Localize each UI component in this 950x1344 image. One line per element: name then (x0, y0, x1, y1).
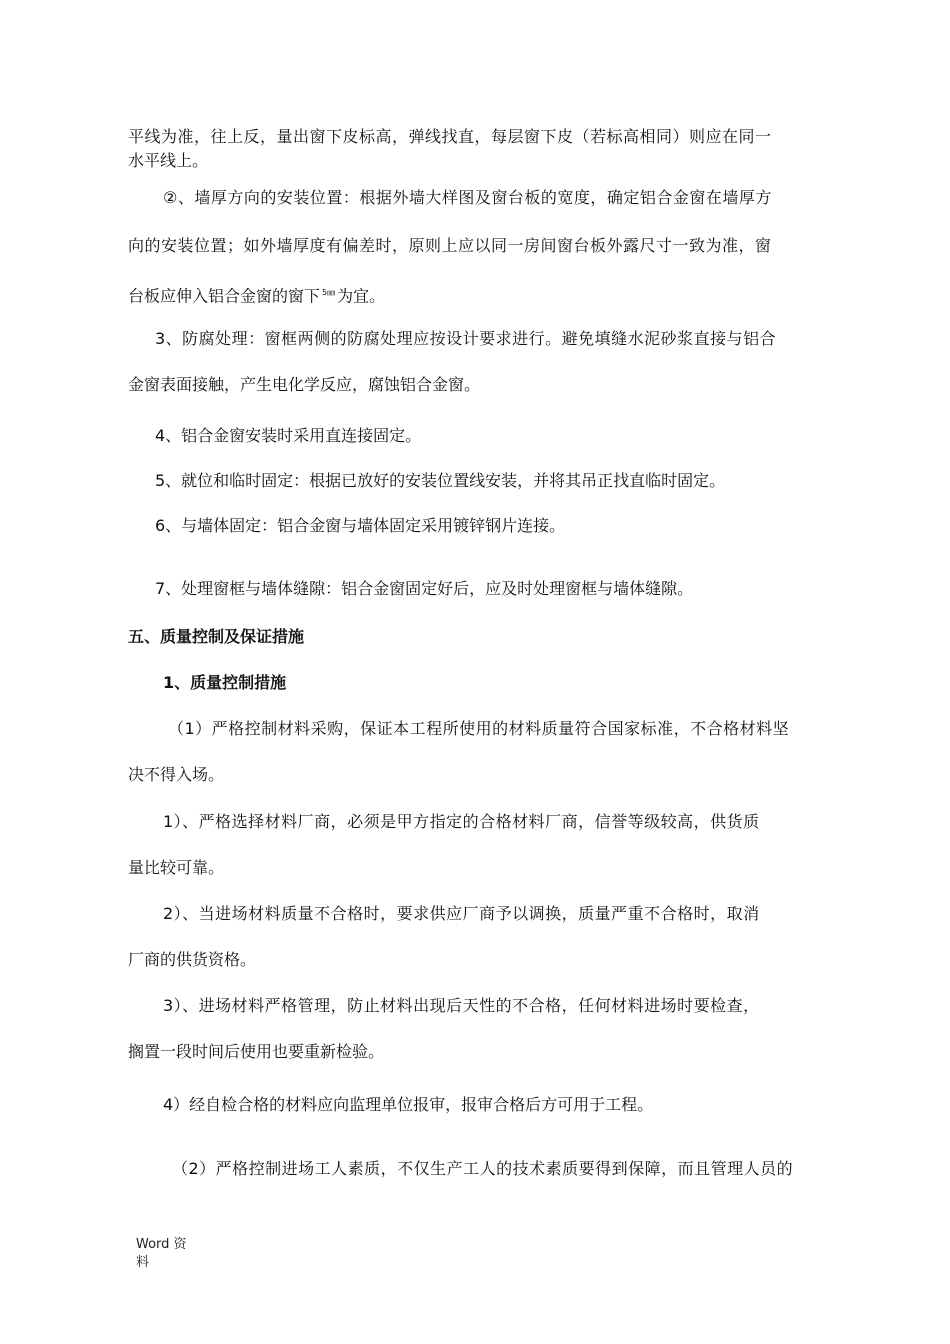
dimension-text: 5㎜ (322, 288, 336, 297)
paragraph-line: 平线为准，往上反，量出窗下皮标高，弹线找直，每层窗下皮（若标高相同）则应在同一 (128, 127, 772, 146)
paragraph-line: 7、处理窗框与墙体缝隙：铝合金窗固定好后，应及时处理窗框与墙体缝隙。 (155, 579, 694, 598)
paragraph-line: 3、防腐处理：窗框两侧的防腐处理应按设计要求进行。避免填缝水泥砂浆直接与铝合 (155, 329, 777, 348)
paragraph-line: 6、与墙体固定：铝合金窗与墙体固定采用镀锌钢片连接。 (155, 516, 566, 535)
section-heading: 五、质量控制及保证措施 (128, 627, 305, 646)
subsection-heading: 1、质量控制措施 (163, 673, 287, 692)
paragraph-line: 量比较可靠。 (128, 858, 225, 877)
paragraph-line: 4）经自检合格的材料应向监理单位报审，报审合格后方可用于工程。 (163, 1095, 654, 1114)
paragraph-line: 2）、当进场材料质量不合格时，要求供应厂商予以调换，质量严重不合格时，取消 (163, 904, 760, 923)
paragraph-text: 为宜。 (337, 286, 386, 306)
paragraph-line: 水平线上。 (128, 151, 209, 170)
paragraph-line: 4、铝合金窗安装时采用直连接固定。 (155, 426, 422, 445)
paragraph-line: 5、就位和临时固定：根据已放好的安装位置线安装，并将其吊正找直临时固定。 (155, 471, 726, 490)
paragraph-text: 台板应伸入铝合金窗的窗下 (128, 286, 321, 306)
paragraph-line: 向的安装位置；如外墙厚度有偏差时，原则上应以同一房间窗台板外露尺寸一致为准，窗 (128, 236, 772, 255)
paragraph-line: 决不得入场。 (128, 765, 225, 784)
paragraph-line: 3）、进场材料严格管理，防止材料出现后天性的不合格，任何材料进场时要检查， (163, 996, 760, 1015)
paragraph-line: 搁置一段时间后使用也要重新检验。 (128, 1042, 385, 1061)
paragraph-line: ②、墙厚方向的安装位置：根据外墙大样图及窗台板的宽度，确定铝合金窗在墙厚方 (163, 188, 772, 207)
paragraph-line: 厂商的供货资格。 (128, 950, 257, 969)
paragraph-line: 1）、严格选择材料厂商，必须是甲方指定的合格材料厂商，信誉等级较高，供货质 (163, 812, 760, 831)
paragraph-line: （1）严格控制材料采购，保证本工程所使用的材料质量符合国家标准，不合格材料坚 (168, 719, 790, 738)
paragraph-line: （2）严格控制进场工人素质，不仅生产工人的技术素质要得到保障，而且管理人员的 (172, 1159, 794, 1178)
paragraph-line: 金窗表面接触，产生电化学反应，腐蚀铝合金窗。 (128, 375, 481, 394)
paragraph-line (128, 283, 385, 306)
page-footer: Word 资料 (136, 1237, 187, 1270)
